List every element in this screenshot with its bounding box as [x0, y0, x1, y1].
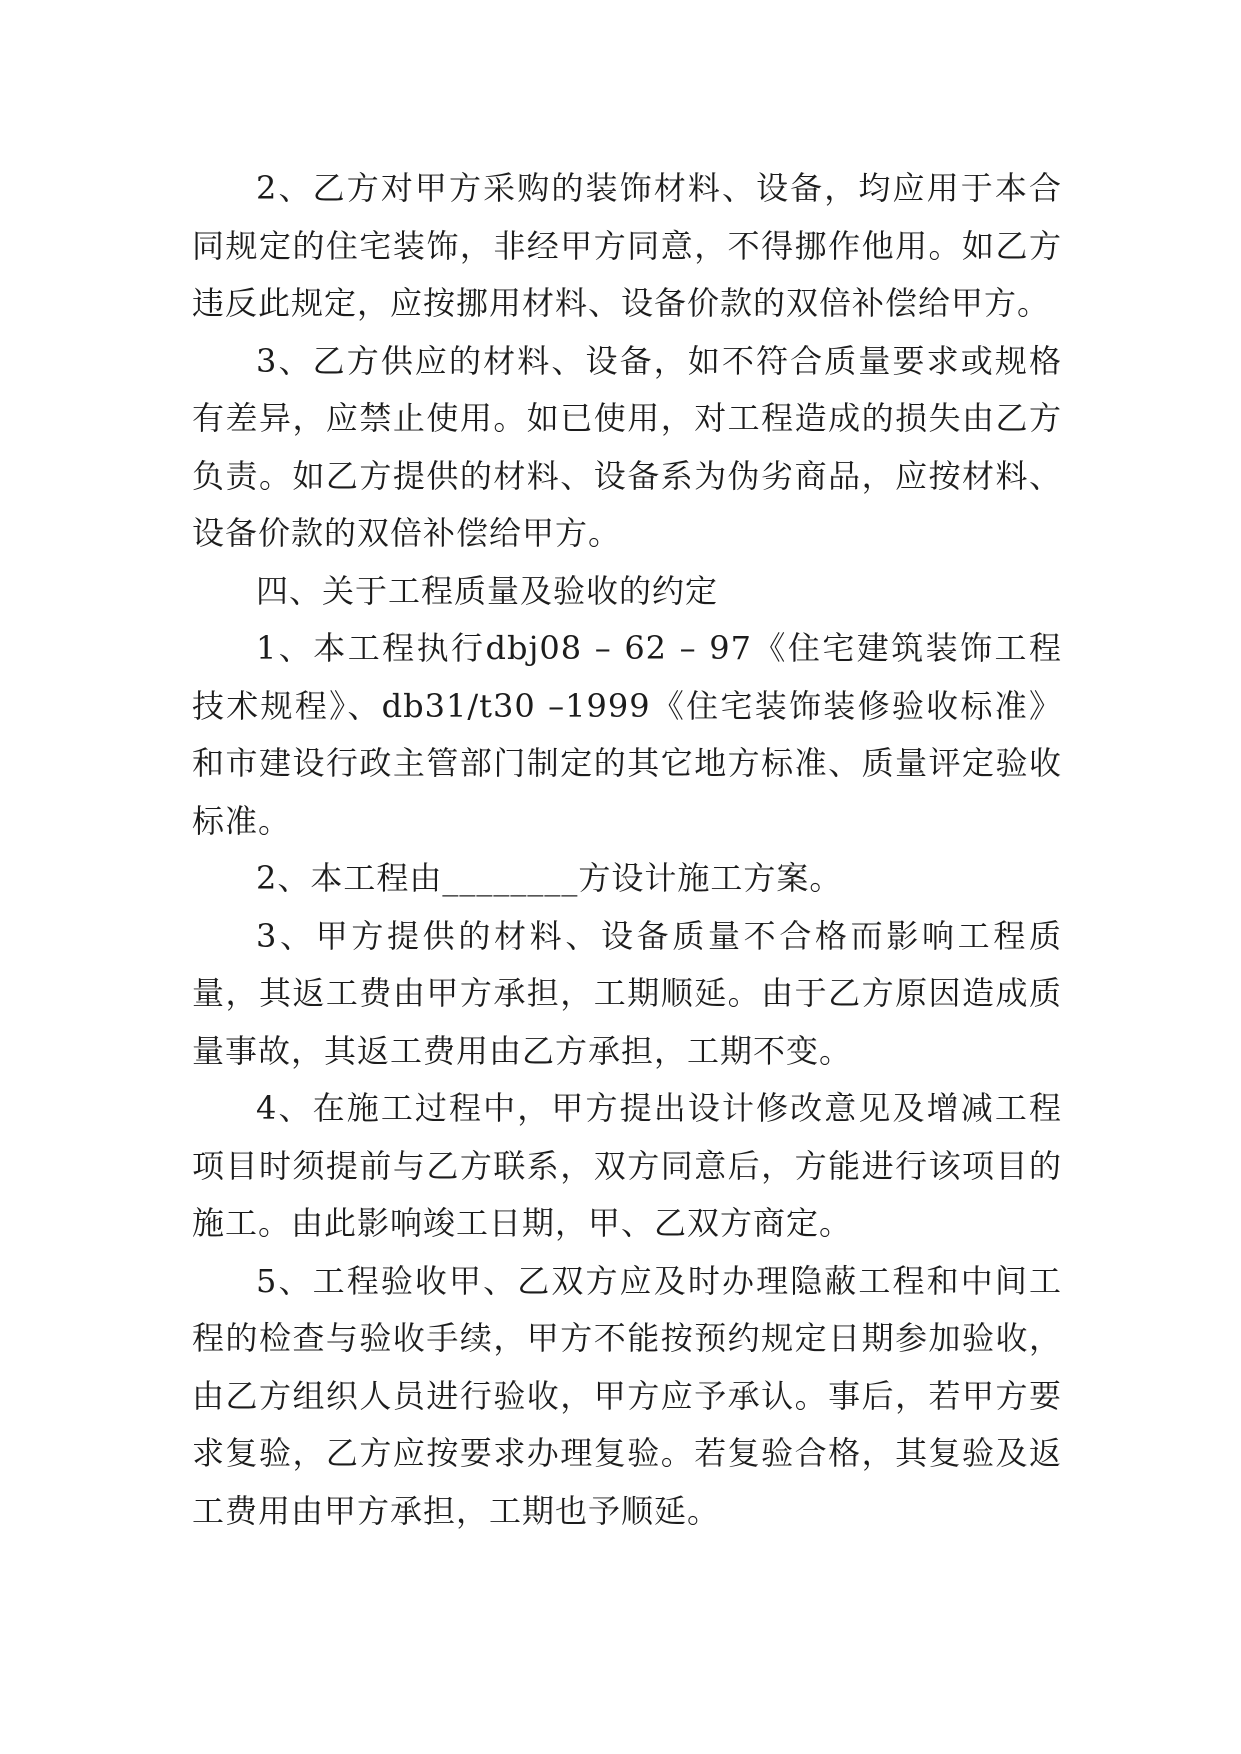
section-heading-quality-acceptance: 四、关于工程质量及验收的约定	[256, 571, 719, 610]
paragraph-design-party: 2、本工程由________方设计施工方案。	[256, 859, 843, 897]
paragraph-material-usage: 2、乙方对甲方采购的装饰材料、设备，均应用于本合同规定的住宅装饰，非经甲方同意，不得挪作他用。如乙方违反此规定，应按挪用材料、设备价款的双倍补偿给甲方。	[192, 169, 1062, 322]
paragraph-rework-costs: 3、甲方提供的材料、设备质量不合格而影响工程质量，其返工费由甲方承担，工期顺延。由于乙方原因造成质量事故，其返工费用由乙方承担，工期不变。	[192, 916, 1062, 1070]
paragraph-material-quality: 3、乙方供应的材料、设备，如不符合质量要求或规格有差异，应禁止使用。如已使用，对工程造成的损失由乙方负责。如乙方提供的材料、设备系为伪劣商品，应按材料、设备价款的双倍补偿给甲方。	[192, 341, 1062, 552]
paragraph-inspection-acceptance: 5、工程验收甲、乙双方应及时办理隐蔽工程和中间工程的检查与验收手续，甲方不能按预约规定日期参加验收，由乙方组织人员进行验收，甲方应予承认。事后，若甲方要求复验，乙方应按要求办理复验。若复验合格，其复验及返工费用由甲方承担，工期也予顺延。	[192, 1261, 1062, 1530]
paragraph-design-changes: 4、在施工过程中，甲方提出设计修改意见及增减工程项目时须提前与乙方联系，双方同意后，方能进行该项目的施工。由此影响竣工日期，甲、乙双方商定。	[192, 1089, 1062, 1242]
paragraph-standards: 1、本工程执行dbj08 – 62 – 97《住宅建筑装饰工程技术规程》、db31/t30 –1999《住宅装饰装修验收标准》和市建设行政主管部门制定的其它地方标准、质量评定验收标准。	[192, 629, 1062, 840]
document-page	[192, 160, 1062, 1540]
